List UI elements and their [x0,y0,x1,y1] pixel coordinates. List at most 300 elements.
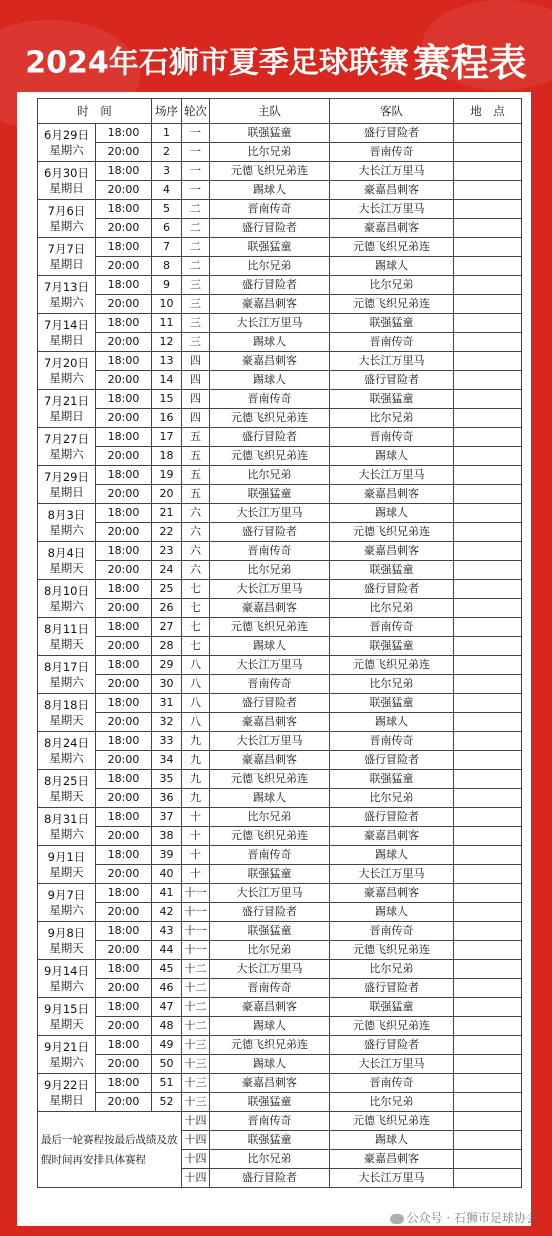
home-team: 晋南传奇 [210,675,330,694]
column-header-round: 轮次 [182,99,210,124]
table-row [38,542,522,561]
date-label: 9月22日 [44,1077,89,1092]
round-number: 五 [182,485,210,504]
kickoff-time: 18:00 [96,124,152,143]
kickoff-time: 18:00 [96,504,152,523]
home-team: 元德飞织兄弟连 [210,409,330,428]
table-row [38,770,522,789]
venue-cell [454,428,522,447]
away-team: 晋南传奇 [330,333,454,352]
match-number: 24 [152,561,182,580]
weekday-label: 星期六 [49,1054,84,1069]
table-row [38,485,522,504]
table-row [38,827,522,846]
kickoff-time: 18:00 [96,238,152,257]
match-number: 14 [152,371,182,390]
venue-cell [454,162,522,181]
kickoff-time: 20:00 [96,751,152,770]
match-number: 17 [152,428,182,447]
match-number: 42 [152,903,182,922]
match-number: 33 [152,732,182,751]
away-team: 元德飞织兄弟连 [330,941,454,960]
round-number: 十三 [182,1036,210,1055]
match-number: 23 [152,542,182,561]
away-team: 盛行冒险者 [330,751,454,770]
away-team: 晋南传奇 [330,922,454,941]
match-number: 47 [152,998,182,1017]
weekday-label: 星期六 [49,598,84,613]
away-team: 大长江万里马 [330,162,454,181]
home-team: 元德飞织兄弟连 [210,618,330,637]
away-team: 比尔兄弟 [330,276,454,295]
date-cell [38,352,96,390]
away-team: 元德飞织兄弟连 [330,295,454,314]
kickoff-time: 20:00 [96,599,152,618]
venue-cell [454,1093,522,1112]
column-header-time: 时 间 [38,99,152,124]
table-row [38,447,522,466]
round-number: 十 [182,808,210,827]
title-emphasis: 赛程表 [412,41,527,85]
weekday-label: 星期日 [49,408,84,423]
round-number: 十一 [182,941,210,960]
table-row [38,618,522,637]
home-team: 比尔兄弟 [210,941,330,960]
date-cell [38,276,96,314]
watermark-text: 公众号 · 石狮市足球协会 [406,1211,538,1225]
round-number: 六 [182,542,210,561]
kickoff-time: 18:00 [96,732,152,751]
table-row [38,1112,522,1131]
venue-cell [454,599,522,618]
home-team: 晋南传奇 [210,200,330,219]
round-number: 九 [182,732,210,751]
kickoff-time: 18:00 [96,200,152,219]
venue-cell [454,675,522,694]
away-team: 踢球人 [330,713,454,732]
home-team: 大长江万里马 [210,960,330,979]
home-team: 盛行冒险者 [210,219,330,238]
round-number: 十三 [182,1093,210,1112]
date-cell [38,960,96,998]
away-team: 豪嘉昌刺客 [330,219,454,238]
kickoff-time: 18:00 [96,276,152,295]
venue-cell [454,732,522,751]
home-team: 晋南传奇 [210,542,330,561]
match-number: 34 [152,751,182,770]
table-row [38,276,522,295]
away-team: 联强猛童 [330,561,454,580]
table-row [38,998,522,1017]
kickoff-time: 20:00 [96,713,152,732]
kickoff-time: 20:00 [96,1093,152,1112]
round-number: 一 [182,181,210,200]
kickoff-time: 20:00 [96,827,152,846]
away-team: 联强猛童 [330,390,454,409]
table-row [38,1093,522,1112]
date-label: 7月27日 [44,431,89,446]
round-number: 六 [182,523,210,542]
venue-cell [454,200,522,219]
weekday-label: 星期六 [49,826,84,841]
round-number: 八 [182,675,210,694]
home-team: 大长江万里马 [210,656,330,675]
away-team: 联强猛童 [330,314,454,333]
venue-cell [454,694,522,713]
kickoff-time: 20:00 [96,865,152,884]
home-team: 晋南传奇 [210,846,330,865]
kickoff-time: 20:00 [96,295,152,314]
venue-cell [454,485,522,504]
home-team: 元德飞织兄弟连 [210,1036,330,1055]
away-team: 联强猛童 [330,770,454,789]
kickoff-time: 20:00 [96,979,152,998]
weekday-label: 星期天 [49,788,84,803]
away-team: 比尔兄弟 [330,789,454,808]
away-team: 大长江万里马 [330,865,454,884]
match-number: 11 [152,314,182,333]
date-label: 7月21日 [44,393,89,408]
away-team: 踢球人 [330,903,454,922]
match-number: 1 [152,124,182,143]
kickoff-time: 20:00 [96,143,152,162]
venue-cell [454,1112,522,1131]
home-team: 大长江万里马 [210,314,330,333]
date-cell [38,998,96,1036]
table-row [38,314,522,333]
kickoff-time: 20:00 [96,523,152,542]
home-team: 盛行冒险者 [210,276,330,295]
round-number: 一 [182,143,210,162]
table-row [38,922,522,941]
title-main: 2024年石狮市夏季足球联赛 [25,45,409,81]
round-number: 十一 [182,922,210,941]
table-row [38,808,522,827]
away-team: 豪嘉昌刺客 [330,884,454,903]
weekday-label: 星期六 [49,218,84,233]
round-number: 十一 [182,903,210,922]
away-team: 大长江万里马 [330,1055,454,1074]
away-team: 大长江万里马 [330,200,454,219]
table-row [38,1017,522,1036]
home-team: 豪嘉昌刺客 [210,713,330,732]
kickoff-time: 20:00 [96,333,152,352]
venue-cell [454,1074,522,1093]
venue-cell [454,637,522,656]
round-number: 五 [182,466,210,485]
round-number: 十 [182,827,210,846]
round-number: 十四 [182,1131,210,1150]
table-row [38,979,522,998]
weekday-label: 星期日 [49,332,84,347]
venue-cell [454,257,522,276]
weekday-label: 星期日 [49,484,84,499]
wechat-icon [390,1214,404,1224]
kickoff-time: 18:00 [96,884,152,903]
kickoff-time: 20:00 [96,371,152,390]
away-team: 盛行冒险者 [330,979,454,998]
venue-cell [454,656,522,675]
match-number: 13 [152,352,182,371]
home-team: 元德飞织兄弟连 [210,162,330,181]
date-label: 9月8日 [47,925,86,940]
weekday-label: 星期六 [49,294,84,309]
away-team: 踢球人 [330,846,454,865]
column-header-home: 主队 [210,99,330,124]
home-team: 联强猛童 [210,238,330,257]
venue-cell [454,333,522,352]
date-label: 8月17日 [44,659,89,674]
match-number: 38 [152,827,182,846]
kickoff-time: 18:00 [96,580,152,599]
home-team: 豪嘉昌刺客 [210,352,330,371]
table-row [38,143,522,162]
home-team: 踢球人 [210,371,330,390]
kickoff-time: 20:00 [96,1055,152,1074]
date-cell [38,124,96,162]
home-team: 盛行冒险者 [210,903,330,922]
venue-cell [454,580,522,599]
venue-cell [454,523,522,542]
round-number: 三 [182,295,210,314]
home-team: 踢球人 [210,1055,330,1074]
kickoff-time: 18:00 [96,162,152,181]
match-number: 27 [152,618,182,637]
table-row [38,124,522,143]
date-label: 7月7日 [47,241,86,256]
match-number: 39 [152,846,182,865]
weekday-label: 星期天 [49,940,84,955]
venue-cell [454,542,522,561]
away-team: 元德飞织兄弟连 [330,238,454,257]
date-cell [38,656,96,694]
table-row [38,200,522,219]
round-number: 十二 [182,960,210,979]
table-row [38,960,522,979]
round-number: 四 [182,352,210,371]
match-number: 9 [152,276,182,295]
home-team: 大长江万里马 [210,732,330,751]
round-number: 十四 [182,1112,210,1131]
date-label: 9月7日 [47,887,86,902]
away-team: 盛行冒险者 [330,808,454,827]
bottom-strip [0,1226,552,1236]
venue-cell [454,1055,522,1074]
venue-cell [454,447,522,466]
table-row [38,732,522,751]
match-number: 50 [152,1055,182,1074]
kickoff-time: 18:00 [96,922,152,941]
kickoff-time: 20:00 [96,561,152,580]
date-label: 7月29日 [44,469,89,484]
round-number: 六 [182,504,210,523]
round-number: 十四 [182,1150,210,1169]
away-team: 比尔兄弟 [330,1093,454,1112]
home-team: 盛行冒险者 [210,1169,330,1188]
venue-cell [454,865,522,884]
date-label: 8月3日 [47,507,86,522]
home-team: 联强猛童 [210,865,330,884]
round-number: 十三 [182,1074,210,1093]
away-team: 盛行冒险者 [330,124,454,143]
venue-cell [454,466,522,485]
table-row [38,941,522,960]
venue-cell [454,143,522,162]
round-number: 十二 [182,979,210,998]
round-number: 九 [182,751,210,770]
match-number: 21 [152,504,182,523]
match-number: 6 [152,219,182,238]
away-team: 晋南传奇 [330,1074,454,1093]
away-team: 豪嘉昌刺客 [330,827,454,846]
away-team: 豪嘉昌刺客 [330,181,454,200]
venue-cell [454,770,522,789]
match-number: 2 [152,143,182,162]
date-label: 8月31日 [44,811,89,826]
away-team: 晋南传奇 [330,732,454,751]
home-team: 元德飞织兄弟连 [210,447,330,466]
kickoff-time: 18:00 [96,352,152,371]
away-team: 豪嘉昌刺客 [330,1150,454,1169]
venue-cell [454,504,522,523]
date-cell [38,238,96,276]
round-number: 五 [182,447,210,466]
date-cell [38,808,96,846]
venue-cell [454,884,522,903]
kickoff-time: 20:00 [96,1017,152,1036]
round-number: 十二 [182,998,210,1017]
kickoff-time: 20:00 [96,789,152,808]
table-row [38,865,522,884]
table-row [38,1055,522,1074]
weekday-label: 星期日 [49,256,84,271]
column-header-match-no: 场序 [152,99,182,124]
date-cell [38,694,96,732]
table-row [38,694,522,713]
table-row [38,466,522,485]
header-row [38,99,522,124]
table-row [38,333,522,352]
kickoff-time: 20:00 [96,409,152,428]
date-cell [38,162,96,200]
venue-cell [454,1017,522,1036]
home-team: 大长江万里马 [210,504,330,523]
kickoff-time: 18:00 [96,770,152,789]
table-row [38,504,522,523]
weekday-label: 星期天 [49,560,84,575]
date-cell [38,580,96,618]
round-number: 十四 [182,1169,210,1188]
venue-cell [454,808,522,827]
watermark [390,1209,538,1226]
round-number: 一 [182,162,210,181]
match-number: 22 [152,523,182,542]
away-team: 元德飞织兄弟连 [330,523,454,542]
home-team: 豪嘉昌刺客 [210,295,330,314]
match-number: 28 [152,637,182,656]
round-number: 四 [182,409,210,428]
home-team: 联强猛童 [210,124,330,143]
venue-cell [454,922,522,941]
page-title [0,32,552,92]
away-team: 豪嘉昌刺客 [330,485,454,504]
away-team: 元德飞织兄弟连 [330,1017,454,1036]
date-cell [38,466,96,504]
kickoff-time: 20:00 [96,485,152,504]
match-number: 26 [152,599,182,618]
venue-cell [454,390,522,409]
date-label: 9月14日 [44,963,89,978]
date-label: 7月14日 [44,317,89,332]
venue-cell [454,124,522,143]
date-label: 8月24日 [44,735,89,750]
date-cell [38,846,96,884]
away-team: 晋南传奇 [330,618,454,637]
table-row [38,675,522,694]
home-team: 豪嘉昌刺客 [210,998,330,1017]
weekday-label: 星期天 [49,1016,84,1031]
table-row [38,295,522,314]
venue-cell [454,352,522,371]
home-team: 盛行冒险者 [210,428,330,447]
kickoff-time: 18:00 [96,808,152,827]
table-row [38,789,522,808]
away-team: 比尔兄弟 [330,409,454,428]
weekday-label: 星期六 [49,370,84,385]
round-number: 三 [182,276,210,295]
kickoff-time: 18:00 [96,846,152,865]
weekday-label: 星期日 [49,180,84,195]
table-row [38,903,522,922]
date-cell [38,770,96,808]
away-team: 晋南传奇 [330,428,454,447]
table-row [38,162,522,181]
date-label: 8月11日 [44,621,89,636]
schedule-body [38,124,522,1188]
date-cell [38,1074,96,1112]
home-team: 比尔兄弟 [210,1150,330,1169]
date-cell [38,200,96,238]
weekday-label: 星期六 [49,142,84,157]
home-team: 元德飞织兄弟连 [210,770,330,789]
kickoff-time: 20:00 [96,447,152,466]
kickoff-time: 20:00 [96,903,152,922]
date-cell [38,390,96,428]
table-row [38,390,522,409]
home-team: 晋南传奇 [210,390,330,409]
kickoff-time: 18:00 [96,428,152,447]
away-team: 盛行冒险者 [330,371,454,390]
match-number: 29 [152,656,182,675]
round-number: 五 [182,428,210,447]
match-number: 36 [152,789,182,808]
kickoff-time: 18:00 [96,314,152,333]
date-cell [38,314,96,352]
round-number: 二 [182,257,210,276]
date-label: 8月18日 [44,697,89,712]
home-team: 踢球人 [210,637,330,656]
away-team: 大长江万里马 [330,466,454,485]
venue-cell [454,789,522,808]
match-number: 3 [152,162,182,181]
home-team: 比尔兄弟 [210,143,330,162]
away-team: 大长江万里马 [330,1169,454,1188]
match-number: 51 [152,1074,182,1093]
venue-cell [454,276,522,295]
venue-cell [454,314,522,333]
away-team: 大长江万里马 [330,352,454,371]
away-team: 元德飞织兄弟连 [330,656,454,675]
